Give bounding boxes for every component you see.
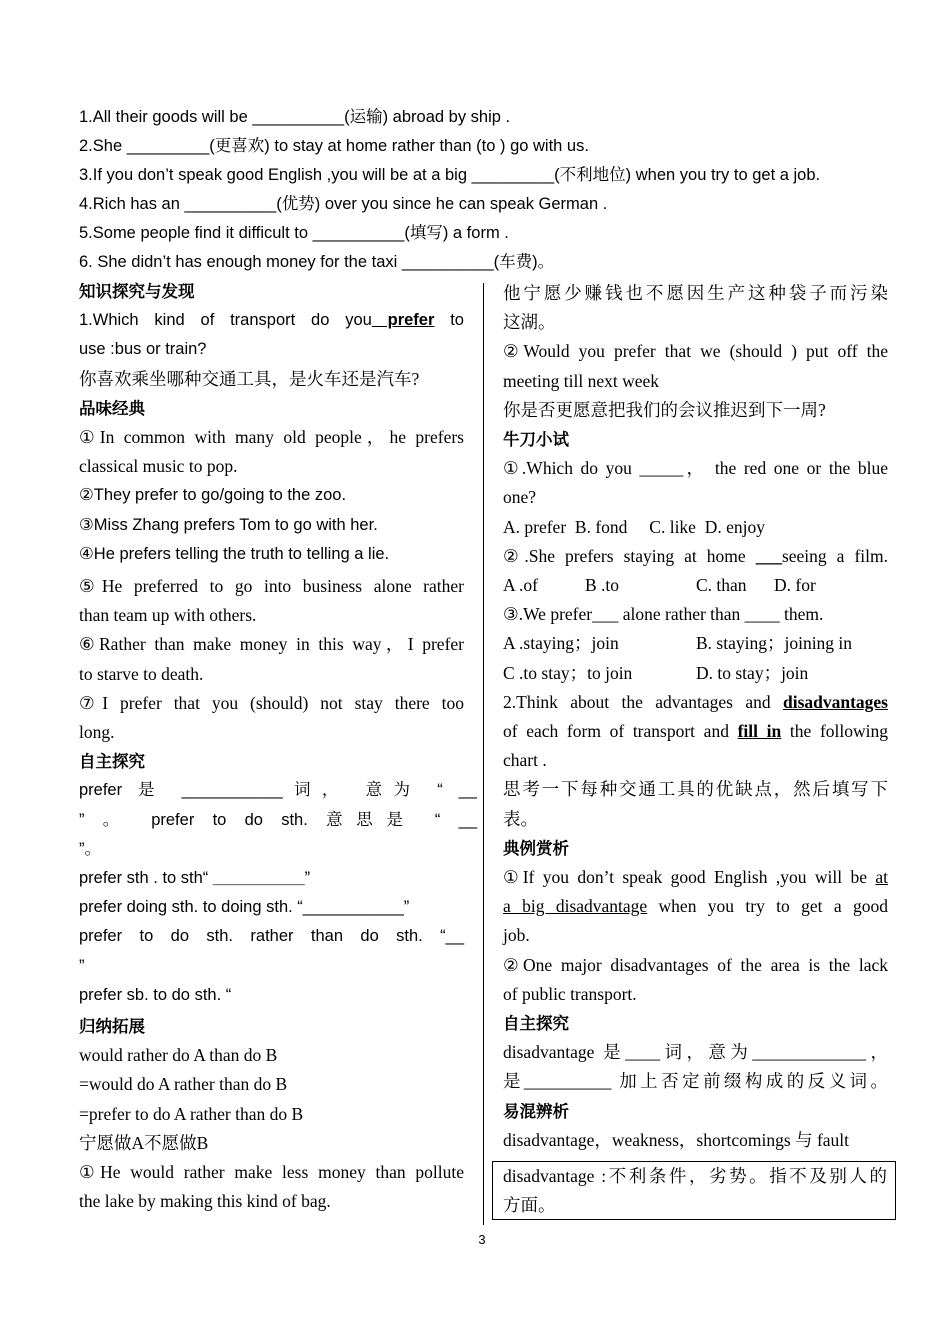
example-would-prefer-b: meeting till next week — [503, 370, 659, 391]
try-2 — [503, 542, 888, 571]
example-1a: ①In common with many old people，he prefers — [79, 427, 464, 448]
example-would-prefer-a: ②Would you prefer that we (should ) put off the — [503, 341, 888, 362]
exercise-line-5: 5.Some people find it difficult to __________(填写) a form . — [79, 224, 509, 242]
try-3-option-b: B. staying；joining in — [696, 633, 853, 654]
example-disadvantage-2b: of public transport. — [503, 983, 637, 1004]
confusables-list: disadvantage，weakness，shortcomings 与 fault — [503, 1129, 850, 1150]
example-disadvantage-1b — [503, 892, 888, 921]
self-line-7: ” — [79, 956, 85, 975]
q1-prefix: 1.Which kind of transport do you — [79, 311, 372, 330]
example-2: ②They prefer to go/going to the zoo. — [79, 486, 347, 505]
continuation-2: 这湖。 — [503, 312, 556, 333]
exercise-line-6: 6. She didn’t has enough money for the taxi __________(车费)。 — [79, 253, 555, 271]
definition-box-line-1: disadvantage :不利条件，劣势。指不及别人的 — [503, 1166, 887, 1186]
summary-1: would rather do A than do B — [79, 1045, 278, 1066]
right-column — [503, 279, 888, 1155]
summary-4: 宁愿做A不愿做B — [79, 1132, 209, 1153]
example-disadvantage-text-2: when you try to get a good — [647, 896, 888, 917]
self-line-8: prefer sb. to do sth. “ — [79, 985, 232, 1004]
q2-line-1 — [503, 688, 888, 717]
example-disadvantage-1a — [503, 863, 888, 892]
example-7a: ⑦I prefer that you (should) not stay there too — [79, 692, 464, 713]
example-6a: ⑥Rather than make money in this way，I prefer — [79, 634, 464, 655]
try-1b: one? — [503, 487, 537, 508]
try-3: ③.We prefer___ alone rather than ____ them. — [503, 604, 824, 625]
try-3-option-d: D. to stay；join — [696, 662, 809, 683]
example-5a: ⑤He preferred to go into business alone rather — [79, 576, 464, 597]
definition-box — [492, 1161, 896, 1220]
example-disadvantage-2a: ②One major disadvantages of the area is the lack — [503, 954, 888, 975]
q2-keyword-fill-in: fill in — [737, 721, 782, 742]
try-3-options-cd — [503, 659, 888, 688]
summary-5b: the lake by making this kind of bag. — [79, 1191, 331, 1212]
column-divider — [483, 283, 484, 1225]
heading-self-study-right: 自主探究 — [503, 1014, 569, 1034]
example-would-prefer-translation: 你是否更愿意把我们的会议推迟到下一周? — [503, 399, 826, 420]
try-3-options-ab — [503, 629, 888, 658]
heading-summary: 归纳拓展 — [79, 1017, 145, 1037]
self-line-4 — [79, 864, 464, 893]
heading-classic: 品味经典 — [79, 398, 145, 418]
try-1a: ①.Which do you _____， the red one or the blue — [503, 458, 888, 479]
q2-text-2: of each form of transport and — [503, 721, 738, 742]
try-2-blank: ___ — [755, 545, 782, 566]
self-line-4-text: prefer sth . to sth“ — [79, 869, 213, 888]
try-2-option-a: A .of — [503, 575, 538, 596]
self-line-6: prefer to do sth. rather than do sth. “__ — [79, 927, 464, 946]
definition-box-line-2: 方面。 — [503, 1195, 556, 1215]
try-2-option-d: D. for — [774, 575, 816, 596]
try-2-option-b: B .to — [585, 575, 620, 596]
self-line-3: ”。 — [79, 839, 101, 858]
q2-line-2 — [503, 717, 888, 746]
example-6b: to starve to death. — [79, 663, 204, 684]
try-3-option-a: A .staying；join — [503, 633, 619, 654]
try-2-text-end: seeing a film. — [781, 545, 889, 566]
summary-3: =prefer to do A rather than do B — [79, 1103, 304, 1124]
example-3: ③Miss Zhang prefers Tom to go with her. — [79, 515, 378, 534]
q2-text-3: the following — [781, 721, 889, 742]
self-line-5: prefer doing sth. to doing sth. “___________” — [79, 898, 410, 917]
summary-5a: ①He would rather make less money than pollute — [79, 1162, 464, 1183]
example-disadvantage-text: ①If you don’t speak good English ,you will be — [503, 867, 876, 888]
self-line-4-quote: ” — [304, 869, 311, 888]
example-4: ④He prefers telling the truth to telling a lie. — [79, 544, 390, 563]
heading-explore: 知识探究与发现 — [79, 282, 195, 301]
page-number: 3 — [478, 1232, 486, 1247]
q1-keyword: prefer — [371, 311, 435, 330]
self-line-1: prefer 是 ___________词， 意为 “ __ — [79, 781, 477, 800]
self-right-2: 是__________ 加上否定前缀构成的反义词。 — [503, 1071, 888, 1092]
exercise-line-2: 2.She _________(更喜欢) to stay at home rather than (to ) go with us. — [79, 137, 589, 155]
exercise-line-3: 3.If you don’t speak good English ,you will be at a big _________(不利地位) when you try to get a job. — [79, 166, 821, 184]
try-2-option-c: C. than — [696, 575, 747, 596]
heading-self-study: 自主探究 — [79, 752, 145, 772]
q2-line-3: chart . — [503, 750, 547, 771]
self-line-4-blank: __________ — [212, 869, 305, 888]
q1-suffix: to — [434, 311, 464, 330]
self-line-2: ” 。 prefer to do sth. 意思是 “ __ — [79, 810, 477, 829]
example-disadvantage-underline-at: at — [875, 867, 888, 888]
heading-examples: 典例赏析 — [503, 838, 569, 858]
try-2-text: ②.She prefers staying at home — [503, 545, 756, 566]
continuation-1: 他宁愿少赚钱也不愿因生产这种袋子而污染 — [503, 283, 888, 303]
example-5b: than team up with others. — [79, 605, 257, 626]
example-1b: classical music to pop. — [79, 456, 238, 477]
example-disadvantage-1c: job. — [503, 925, 530, 946]
self-right-1: disadvantage 是____词，意为_____________， — [503, 1042, 888, 1063]
try-3-option-c: C .to stay；to join — [503, 662, 633, 683]
q1-line-2: use :bus or train? — [79, 340, 207, 359]
example-disadvantage-underline-phrase: a big disadvantage — [503, 896, 648, 917]
q2-text-1: 2.Think about the advantages and — [503, 691, 783, 712]
heading-confusables: 易混辨析 — [503, 1101, 569, 1121]
heading-try: 牛刀小试 — [503, 430, 569, 450]
q2-keyword-disadvantages: disadvantages — [782, 691, 888, 712]
try-2-options — [503, 571, 888, 600]
q2-translation-a: 思考一下每种交通工具的优缺点，然后填写下 — [503, 779, 888, 800]
example-7b: long. — [79, 722, 115, 743]
summary-2: =would do A rather than do B — [79, 1074, 288, 1095]
exercise-line-4: 4.Rich has an __________(优势) over you since he can speak German . — [79, 195, 608, 213]
q1-line — [79, 306, 464, 335]
left-column — [79, 277, 477, 1217]
exercise-line-1: 1.All their goods will be __________(运输) abroad by ship . — [79, 108, 511, 126]
try-1-options: A. prefer B. fond C. like D. enjoy — [503, 516, 765, 537]
q1-translation: 你喜欢乘坐哪种交通工具，是火车还是汽车? — [79, 368, 420, 389]
q2-translation-b: 表。 — [503, 808, 538, 829]
